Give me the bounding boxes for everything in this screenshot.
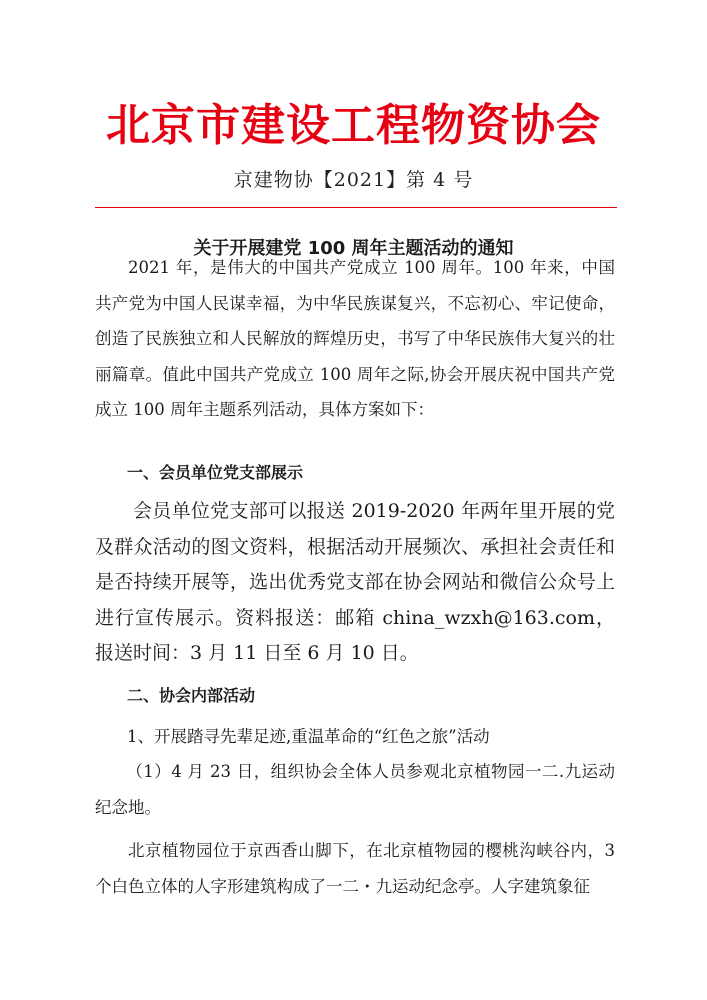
activity-1-description: 北京植物园位于京西香山脚下，在北京植物园的樱桃沟峡谷内，3 个白色立体的人字形建筑构成了一二・九运动纪念亭。人字建筑象征 xyxy=(95,841,615,896)
intro-paragraph: 2021 年，是伟大的中国共产党成立 100 周年。100 年来，中国共产党为中国人民谋幸福，为中华民族谋复兴，不忘初心、牢记使命，创造了民族独立和人民解放的辉煌历史，书写了中华民族伟大复兴的壮丽篇章。值此中国共产党成立 100 周年之际,协会开展庆祝中国共产党成立 100 周年主题系列活动，具体方案如下： xyxy=(95,258,615,419)
header-divider xyxy=(95,207,617,208)
notice-title: 关于开展建党 100 周年主题活动的通知 xyxy=(193,238,514,259)
document-number: 京建物协【2021】第 4 号 xyxy=(233,169,474,191)
activity-1-title: 1、开展踏寻先辈足迹,重温革命的“红色之旅”活动 xyxy=(127,727,490,746)
organization-title: 北京市建设工程物资协会 xyxy=(106,100,601,151)
activity-1-sub-1: （1）4 月 23 日，组织协会全体人员参观北京植物园一二.九运动纪念地。 xyxy=(95,762,615,817)
section-1-heading: 一、会员单位党支部展示 xyxy=(127,463,304,482)
section-1-body: 会员单位党支部可以报送 2019-2020 年两年里开展的党及群众活动的图文资料，根据活动开展频次、承担社会责任和是否持续开展等，选出优秀党支部在协会网站和微信公众号上进行宣传展示。资料报送：邮箱 china_wzxh@163.com，报送时间：3 月 11 日至 6 月 10 日。 xyxy=(95,500,615,664)
section-2-heading: 二、协会内部活动 xyxy=(127,686,256,705)
